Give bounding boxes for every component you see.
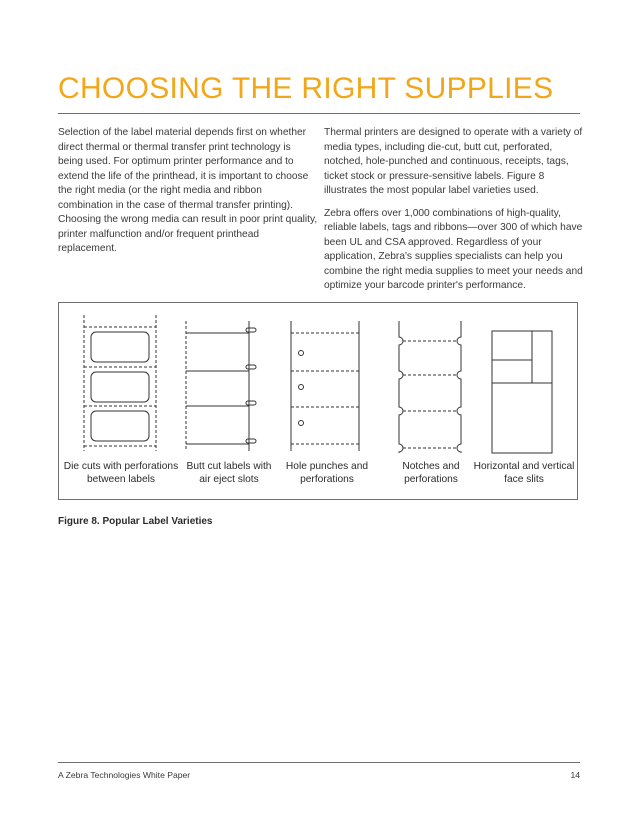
figure-label-face-slits: Horizontal and vertical face slits	[473, 461, 575, 485]
footer-publication: A Zebra Technologies White Paper	[58, 770, 191, 780]
notch-liner	[399, 321, 461, 453]
punch-hole	[299, 385, 304, 390]
air-eject-slot	[246, 328, 256, 332]
left-column	[58, 126, 318, 265]
page-title: CHOOSING THE RIGHT SUPPLIES	[58, 72, 554, 105]
figure-label-die-cuts: Die cuts with perforations between labels	[63, 461, 179, 485]
punch-hole	[299, 351, 304, 356]
die-cut-label	[91, 411, 149, 441]
die-cut-label	[91, 332, 149, 362]
left-paragraph: Selection of the label material depends first on whether direct thermal or thermal transfer print technology is being used. For optimum printer performance and to extend the life of the printhead, it is important to choose the right media (or the right media and ribbon combination in the case of thermal transfer printing). Choosing the wrong media can result in poor print quality, printer malfunction and/or frequent printhead replacement.	[58, 127, 318, 254]
figure-label-notches: Notches and perforations	[402, 461, 460, 485]
figure-label-butt-cut: Butt cut labels with air eject slots	[186, 461, 272, 485]
face-slit-liner	[492, 331, 552, 453]
figure-label-varieties	[58, 302, 578, 500]
air-eject-slot	[246, 401, 256, 405]
figure-label-hole-punches: Hole punches and perforations	[285, 461, 369, 485]
air-eject-slot	[246, 439, 256, 443]
footer-divider	[58, 762, 580, 763]
right-column	[324, 126, 590, 302]
die-cut-liner	[84, 315, 156, 451]
figure-caption: Figure 8. Popular Label Varieties	[58, 516, 213, 527]
punch-hole	[299, 421, 304, 426]
title-divider	[58, 113, 580, 114]
die-cut-label	[91, 372, 149, 402]
right-paragraph-2: Zebra offers over 1,000 combinations of high-quality, reliable labels, tags and ribbons—over 300 of which have been UL and CSA approved. Regardless of your application, Zebra's supplies specialists can help you combine the right media supplies to meet your needs and optimize your barcode printer's performance.	[324, 207, 583, 291]
butt-cut-liner	[186, 321, 256, 451]
page-number: 14	[570, 770, 580, 780]
hole-punch-liner	[291, 321, 359, 451]
air-eject-slot	[246, 365, 256, 369]
right-paragraph-1: Thermal printers are designed to operate with a variety of media types, including die-cut, butt cut, perforated, notched, hole-punched and continuous, receipts, tags, ticket stock or pressure-sensitive labels. Figure 8 illustrates the most popular label varieties used.	[324, 127, 583, 196]
